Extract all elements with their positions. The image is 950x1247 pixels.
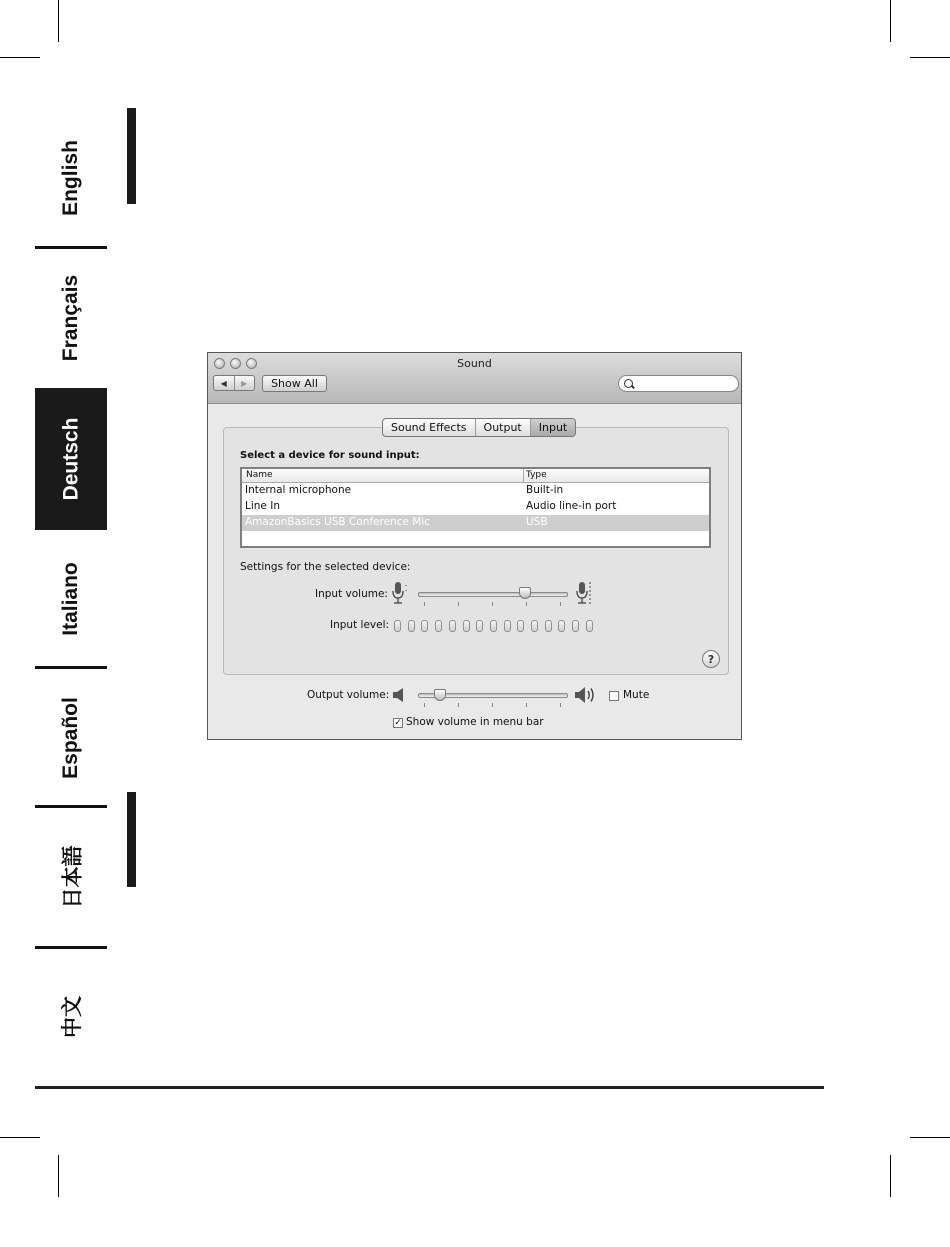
level-segment — [572, 620, 579, 632]
show-volume-checkbox[interactable] — [393, 718, 403, 728]
search-icon — [624, 379, 633, 388]
language-tab-deutsch — [35, 388, 107, 530]
speaker-low-icon — [392, 687, 406, 703]
back-forward-buttons — [213, 375, 255, 391]
output-volume-knob[interactable] — [434, 689, 446, 701]
crop-mark — [58, 0, 59, 42]
level-segment — [476, 620, 483, 632]
language-label: 日本語 — [61, 845, 84, 909]
tab-sound-effects[interactable]: Sound Effects — [391, 421, 467, 434]
language-label: Français — [59, 274, 83, 362]
language-tab-japanese — [35, 808, 107, 946]
level-segment — [558, 620, 565, 632]
tab-output[interactable]: Output — [475, 419, 530, 436]
table-row-selected[interactable] — [242, 515, 709, 531]
language-label: 中文 — [61, 995, 84, 1038]
show-volume-label: Show volume in menu bar — [406, 716, 544, 728]
device-type: Built-in — [526, 484, 564, 496]
language-tab-francais — [35, 249, 107, 387]
settings-heading: Settings for the selected device: — [240, 561, 411, 573]
language-tab-chinese — [35, 949, 107, 1084]
crop-mark — [890, 1155, 891, 1197]
device-name: Internal microphone — [245, 484, 352, 496]
crop-mark — [58, 1155, 59, 1197]
microphone-high-icon — [576, 581, 592, 605]
device-heading: Select a device for sound input: — [240, 450, 420, 461]
input-level-meter — [394, 620, 594, 632]
slider-tick — [492, 703, 493, 707]
slider-tick — [424, 703, 425, 707]
level-segment — [504, 620, 511, 632]
level-segment — [531, 620, 538, 632]
slider-tick — [560, 602, 561, 606]
device-name: AmazonBasics USB Conference Mic — [245, 516, 431, 528]
back-arrow-icon[interactable]: ◀ — [220, 378, 227, 388]
level-segment — [463, 620, 470, 632]
table-row[interactable] — [242, 483, 709, 499]
language-label: Español — [59, 696, 82, 779]
device-type: USB — [526, 516, 548, 528]
input-level-label: Input level: — [330, 619, 390, 631]
section-marker-bar — [127, 792, 136, 887]
crop-mark — [910, 1137, 950, 1138]
crop-mark — [0, 57, 40, 58]
section-marker-bar — [127, 108, 136, 204]
level-segment — [435, 620, 442, 632]
window-titlebar — [208, 353, 741, 404]
checkmark-icon: ✓ — [394, 718, 402, 728]
input-panel — [223, 427, 729, 675]
language-label: English — [59, 140, 82, 216]
footer-rule — [35, 1086, 824, 1089]
forward-arrow-icon[interactable]: ▶ — [234, 376, 255, 390]
language-tab-espanol — [35, 669, 107, 806]
tab-input[interactable]: Input — [530, 419, 575, 436]
crop-mark — [0, 1137, 40, 1138]
device-name: Line In — [245, 500, 280, 512]
mute-checkbox[interactable] — [609, 691, 619, 701]
level-segment — [490, 620, 497, 632]
level-segment — [517, 620, 524, 632]
level-segment — [408, 620, 415, 632]
language-label: Italiano — [59, 561, 83, 636]
input-volume-label: Input volume: — [315, 588, 388, 600]
crop-mark — [890, 0, 891, 42]
input-volume-slider[interactable] — [418, 592, 568, 597]
level-segment — [394, 620, 401, 632]
language-tab-english — [35, 108, 107, 248]
slider-tick — [458, 602, 459, 606]
help-button[interactable]: ? — [702, 650, 720, 668]
level-segment — [449, 620, 456, 632]
window-title: Sound — [457, 357, 492, 370]
slider-tick — [560, 703, 561, 707]
slider-tick — [458, 703, 459, 707]
sound-preferences-window — [207, 352, 742, 740]
language-tab-italiano — [35, 530, 107, 667]
slider-tick — [526, 703, 527, 707]
language-label: Deutsch — [59, 417, 83, 501]
input-volume-knob[interactable] — [519, 587, 531, 599]
table-header — [242, 469, 709, 483]
slider-tick — [526, 602, 527, 606]
show-all-button[interactable]: Show All — [262, 375, 327, 392]
speaker-high-icon — [574, 685, 598, 705]
level-segment — [545, 620, 552, 632]
mute-label: Mute — [623, 689, 650, 701]
column-divider — [523, 469, 524, 482]
microphone-low-icon — [392, 581, 408, 605]
slider-tick — [424, 602, 425, 606]
device-type: Audio line-in port — [526, 500, 617, 512]
output-volume-label: Output volume: — [307, 689, 390, 701]
table-row[interactable] — [242, 499, 709, 515]
preference-tabs — [382, 418, 576, 437]
device-table — [240, 467, 711, 548]
level-segment — [586, 620, 593, 632]
search-input[interactable] — [635, 377, 737, 391]
slider-tick — [492, 602, 493, 606]
crop-mark — [910, 57, 950, 58]
search-field[interactable] — [618, 375, 739, 392]
column-header-name[interactable]: Name — [246, 470, 273, 480]
column-header-type[interactable]: Type — [526, 470, 547, 480]
level-segment — [421, 620, 428, 632]
